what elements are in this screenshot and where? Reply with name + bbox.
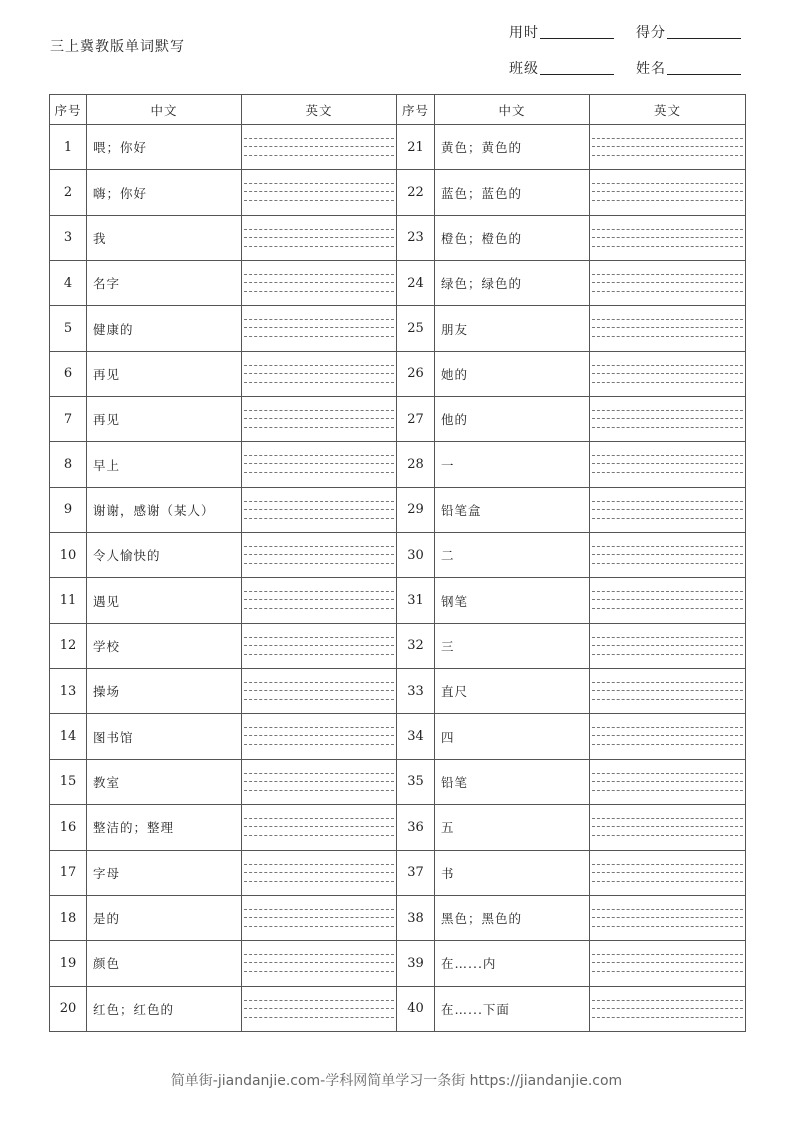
item-number-right: 30 — [397, 533, 435, 578]
writing-guide-line — [244, 455, 394, 456]
class-label: 班级 — [509, 61, 539, 77]
item-chinese-left: 整洁的；整理 — [87, 805, 242, 850]
writing-guide-line — [244, 509, 394, 510]
writing-guide-line — [244, 591, 394, 592]
item-number-right: 36 — [397, 805, 435, 850]
writing-guide-line — [592, 608, 743, 609]
answer-cell-left[interactable] — [242, 397, 397, 442]
writing-guide-line — [592, 971, 743, 972]
item-number-right: 34 — [397, 714, 435, 759]
answer-cell-left[interactable] — [242, 533, 397, 578]
time-blank[interactable] — [540, 37, 614, 39]
item-chinese-right: 直尺 — [435, 669, 590, 714]
item-number-right: 23 — [397, 215, 435, 260]
time-field — [509, 22, 614, 42]
class-field — [509, 58, 614, 78]
writing-guide-line — [592, 319, 743, 320]
item-number-right: 35 — [397, 759, 435, 804]
answer-cell-right[interactable] — [590, 714, 746, 759]
writing-guide-line — [592, 274, 743, 275]
answer-cell-left[interactable] — [242, 941, 397, 986]
table-row — [50, 850, 746, 895]
writing-guide-line — [592, 591, 743, 592]
writing-guide-line — [244, 501, 394, 502]
item-chinese-left: 遇见 — [87, 578, 242, 623]
writing-guide-line — [244, 229, 394, 230]
item-number-left: 15 — [50, 759, 87, 804]
item-number-left: 3 — [50, 215, 87, 260]
writing-guide-line — [592, 735, 743, 736]
writing-guide-line — [244, 373, 394, 374]
item-chinese-left: 颜色 — [87, 941, 242, 986]
answer-cell-right[interactable] — [590, 895, 746, 940]
writing-guide-line — [244, 554, 394, 555]
item-chinese-right: 他的 — [435, 397, 590, 442]
writing-guide-line — [592, 501, 743, 502]
writing-guide-line — [592, 744, 743, 745]
item-number-right: 29 — [397, 487, 435, 532]
item-number-right: 21 — [397, 125, 435, 170]
writing-guide-line — [592, 781, 743, 782]
item-number-left: 5 — [50, 306, 87, 351]
writing-guide-line — [592, 373, 743, 374]
item-number-left: 16 — [50, 805, 87, 850]
writing-guide-line — [244, 1017, 394, 1018]
writing-guide-line — [592, 518, 743, 519]
writing-guide-line — [244, 864, 394, 865]
item-number-right: 31 — [397, 578, 435, 623]
item-number-left: 9 — [50, 487, 87, 532]
answer-cell-left[interactable] — [242, 759, 397, 804]
writing-guide-line — [244, 826, 394, 827]
writing-guide-line — [244, 472, 394, 473]
writing-guide-line — [592, 183, 743, 184]
table-row — [50, 895, 746, 940]
item-chinese-right: 黑色；黑色的 — [435, 895, 590, 940]
writing-guide-line — [244, 1008, 394, 1009]
writing-guide-line — [244, 645, 394, 646]
writing-guide-line — [592, 291, 743, 292]
item-chinese-left: 喂；你好 — [87, 125, 242, 170]
answer-cell-left[interactable] — [242, 805, 397, 850]
header-num-right: 序号 — [397, 95, 435, 125]
writing-guide-line — [592, 463, 743, 464]
writing-guide-line — [244, 146, 394, 147]
writing-guide-line — [244, 138, 394, 139]
writing-guide-line — [244, 954, 394, 955]
answer-cell-left[interactable] — [242, 306, 397, 351]
writing-guide-line — [244, 237, 394, 238]
item-chinese-left: 名字 — [87, 261, 242, 306]
item-number-left: 19 — [50, 941, 87, 986]
table-row — [50, 125, 746, 170]
table-row — [50, 261, 746, 306]
item-chinese-left: 嗨；你好 — [87, 170, 242, 215]
writing-guide-line — [592, 472, 743, 473]
writing-guide-line — [244, 365, 394, 366]
answer-cell-right[interactable] — [590, 623, 746, 668]
answer-cell-left[interactable] — [242, 487, 397, 532]
writing-guide-line — [592, 864, 743, 865]
item-chinese-right: 五 — [435, 805, 590, 850]
answer-cell-right[interactable] — [590, 805, 746, 850]
writing-guide-line — [244, 818, 394, 819]
item-number-right: 27 — [397, 397, 435, 442]
score-label: 得分 — [636, 25, 666, 41]
writing-guide-line — [592, 229, 743, 230]
answer-cell-right[interactable] — [590, 397, 746, 442]
answer-cell-left[interactable] — [242, 850, 397, 895]
item-number-left: 6 — [50, 351, 87, 396]
writing-guide-line — [244, 962, 394, 963]
item-number-right: 37 — [397, 850, 435, 895]
writing-guide-line — [592, 818, 743, 819]
item-chinese-right: 铅笔 — [435, 759, 590, 804]
table-row — [50, 941, 746, 986]
item-number-right: 38 — [397, 895, 435, 940]
item-number-right: 28 — [397, 442, 435, 487]
writing-guide-line — [592, 138, 743, 139]
writing-guide-line — [244, 382, 394, 383]
table-row — [50, 986, 746, 1031]
item-chinese-left: 早上 — [87, 442, 242, 487]
table-row — [50, 215, 746, 260]
writing-guide-line — [592, 909, 743, 910]
table-row — [50, 714, 746, 759]
item-number-left: 7 — [50, 397, 87, 442]
writing-guide-line — [244, 926, 394, 927]
table-row — [50, 442, 746, 487]
answer-cell-right[interactable] — [590, 850, 746, 895]
writing-guide-line — [244, 336, 394, 337]
writing-guide-line — [592, 418, 743, 419]
writing-guide-line — [592, 455, 743, 456]
writing-guide-line — [244, 727, 394, 728]
name-field — [636, 58, 741, 78]
writing-guide-line — [592, 282, 743, 283]
writing-guide-line — [244, 699, 394, 700]
writing-guide-line — [244, 274, 394, 275]
writing-guide-line — [244, 155, 394, 156]
answer-cell-left[interactable] — [242, 623, 397, 668]
item-chinese-right: 在…...下面 — [435, 986, 590, 1031]
item-chinese-right: 书 — [435, 850, 590, 895]
header-num-left: 序号 — [50, 95, 87, 125]
writing-guide-line — [592, 237, 743, 238]
answer-cell-left[interactable] — [242, 351, 397, 396]
name-blank[interactable] — [667, 73, 741, 75]
writing-guide-line — [244, 319, 394, 320]
writing-guide-line — [592, 410, 743, 411]
writing-guide-line — [244, 282, 394, 283]
answer-cell-right[interactable] — [590, 669, 746, 714]
writing-guide-line — [592, 336, 743, 337]
item-chinese-left: 再见 — [87, 397, 242, 442]
item-chinese-left: 谢谢，感谢（某人） — [87, 487, 242, 532]
writing-guide-line — [592, 155, 743, 156]
page-title: 三上冀教版单词默写 — [50, 39, 185, 55]
item-chinese-left: 令人愉快的 — [87, 533, 242, 578]
item-chinese-left: 图书馆 — [87, 714, 242, 759]
writing-guide-line — [244, 563, 394, 564]
writing-guide-line — [244, 881, 394, 882]
answer-cell-right[interactable] — [590, 759, 746, 804]
answer-cell-left[interactable] — [242, 215, 397, 260]
answer-cell-right[interactable] — [590, 533, 746, 578]
answer-cell-right[interactable] — [590, 487, 746, 532]
item-number-left: 10 — [50, 533, 87, 578]
writing-guide-line — [592, 1000, 743, 1001]
footer-watermark: 简单街-jiandanjie.com-学科网简单学习一条街 https://jiandanjie.com — [170, 1073, 623, 1089]
item-chinese-left: 教室 — [87, 759, 242, 804]
writing-guide-line — [592, 645, 743, 646]
table-row — [50, 397, 746, 442]
writing-guide-line — [244, 463, 394, 464]
item-chinese-left: 学校 — [87, 623, 242, 668]
writing-guide-line — [592, 872, 743, 873]
item-chinese-left: 字母 — [87, 850, 242, 895]
writing-guide-line — [244, 682, 394, 683]
item-number-right: 22 — [397, 170, 435, 215]
writing-guide-line — [592, 246, 743, 247]
writing-guide-line — [592, 773, 743, 774]
item-number-right: 32 — [397, 623, 435, 668]
writing-guide-line — [592, 826, 743, 827]
item-chinese-left: 我 — [87, 215, 242, 260]
answer-cell-right[interactable] — [590, 442, 746, 487]
writing-guide-line — [592, 917, 743, 918]
writing-guide-line — [244, 418, 394, 419]
writing-guide-line — [592, 563, 743, 564]
writing-guide-line — [592, 881, 743, 882]
writing-guide-line — [244, 637, 394, 638]
writing-guide-line — [592, 599, 743, 600]
answer-cell-left[interactable] — [242, 125, 397, 170]
header-en-left: 英文 — [242, 95, 397, 125]
item-number-left: 1 — [50, 125, 87, 170]
writing-guide-line — [244, 735, 394, 736]
vocab-table — [49, 94, 746, 1032]
writing-guide-line — [244, 246, 394, 247]
writing-guide-line — [244, 546, 394, 547]
writing-guide-line — [592, 146, 743, 147]
item-chinese-left: 再见 — [87, 351, 242, 396]
writing-guide-line — [592, 699, 743, 700]
writing-guide-line — [592, 727, 743, 728]
item-number-left: 17 — [50, 850, 87, 895]
writing-guide-line — [592, 1008, 743, 1009]
writing-guide-line — [592, 654, 743, 655]
writing-guide-line — [244, 790, 394, 791]
item-number-right: 40 — [397, 986, 435, 1031]
name-label: 姓名 — [636, 61, 666, 77]
item-number-left: 11 — [50, 578, 87, 623]
header-en-right: 英文 — [590, 95, 746, 125]
writing-guide-line — [592, 835, 743, 836]
item-chinese-left: 红色；红色的 — [87, 986, 242, 1031]
writing-guide-line — [244, 291, 394, 292]
writing-guide-line — [244, 1000, 394, 1001]
writing-guide-line — [244, 599, 394, 600]
item-chinese-right: 一 — [435, 442, 590, 487]
writing-guide-line — [244, 327, 394, 328]
answer-cell-right[interactable] — [590, 261, 746, 306]
item-chinese-left: 是的 — [87, 895, 242, 940]
table-row — [50, 487, 746, 532]
answer-cell-left[interactable] — [242, 578, 397, 623]
writing-guide-line — [244, 183, 394, 184]
table-row — [50, 578, 746, 623]
answer-cell-right[interactable] — [590, 578, 746, 623]
item-number-left: 18 — [50, 895, 87, 940]
item-chinese-right: 钢笔 — [435, 578, 590, 623]
writing-guide-line — [244, 200, 394, 201]
writing-guide-line — [244, 773, 394, 774]
item-chinese-right: 四 — [435, 714, 590, 759]
writing-guide-line — [244, 608, 394, 609]
writing-guide-line — [244, 971, 394, 972]
answer-cell-right[interactable] — [590, 351, 746, 396]
writing-guide-line — [592, 637, 743, 638]
writing-guide-line — [244, 654, 394, 655]
answer-cell-right[interactable] — [590, 941, 746, 986]
item-number-right: 25 — [397, 306, 435, 351]
answer-cell-right[interactable] — [590, 306, 746, 351]
item-chinese-right: 铅笔盒 — [435, 487, 590, 532]
writing-guide-line — [244, 872, 394, 873]
table-row — [50, 805, 746, 850]
writing-guide-line — [244, 410, 394, 411]
writing-guide-line — [592, 546, 743, 547]
score-field — [636, 22, 741, 42]
writing-guide-line — [592, 327, 743, 328]
item-chinese-left: 健康的 — [87, 306, 242, 351]
header-cn-left: 中文 — [87, 95, 242, 125]
item-number-left: 13 — [50, 669, 87, 714]
item-number-right: 26 — [397, 351, 435, 396]
writing-guide-line — [592, 682, 743, 683]
answer-cell-left[interactable] — [242, 442, 397, 487]
answer-cell-right[interactable] — [590, 986, 746, 1031]
table-header-row — [50, 95, 746, 125]
writing-guide-line — [244, 835, 394, 836]
writing-guide-line — [592, 365, 743, 366]
item-chinese-right: 绿色；绿色的 — [435, 261, 590, 306]
writing-guide-line — [592, 1017, 743, 1018]
answer-cell-left[interactable] — [242, 714, 397, 759]
answer-cell-left[interactable] — [242, 261, 397, 306]
item-chinese-right: 她的 — [435, 351, 590, 396]
writing-guide-line — [592, 427, 743, 428]
item-chinese-right: 二 — [435, 533, 590, 578]
item-chinese-right: 蓝色；蓝色的 — [435, 170, 590, 215]
table-row — [50, 306, 746, 351]
answer-cell-right[interactable] — [590, 170, 746, 215]
writing-guide-line — [592, 191, 743, 192]
item-chinese-right: 三 — [435, 623, 590, 668]
writing-guide-line — [592, 200, 743, 201]
writing-guide-line — [244, 427, 394, 428]
answer-cell-left[interactable] — [242, 986, 397, 1031]
table-row — [50, 351, 746, 396]
item-chinese-right: 橙色；橙色的 — [435, 215, 590, 260]
item-number-left: 12 — [50, 623, 87, 668]
item-chinese-right: 黄色；黄色的 — [435, 125, 590, 170]
table-row — [50, 759, 746, 804]
answer-cell-left[interactable] — [242, 895, 397, 940]
answer-cell-left[interactable] — [242, 170, 397, 215]
table-row — [50, 623, 746, 668]
writing-guide-line — [592, 954, 743, 955]
item-number-right: 33 — [397, 669, 435, 714]
writing-guide-line — [592, 690, 743, 691]
writing-guide-line — [244, 518, 394, 519]
answer-cell-right[interactable] — [590, 125, 746, 170]
score-blank[interactable] — [667, 37, 741, 39]
item-number-right: 39 — [397, 941, 435, 986]
class-blank[interactable] — [540, 73, 614, 75]
item-number-left: 4 — [50, 261, 87, 306]
writing-guide-line — [592, 926, 743, 927]
item-number-left: 8 — [50, 442, 87, 487]
time-label: 用时 — [509, 25, 539, 41]
item-number-left: 14 — [50, 714, 87, 759]
writing-guide-line — [592, 509, 743, 510]
writing-guide-line — [592, 790, 743, 791]
writing-guide-line — [592, 554, 743, 555]
item-chinese-left: 操场 — [87, 669, 242, 714]
writing-guide-line — [592, 382, 743, 383]
table-row — [50, 669, 746, 714]
table-row — [50, 170, 746, 215]
header-cn-right: 中文 — [435, 95, 590, 125]
table-row — [50, 533, 746, 578]
writing-guide-line — [244, 909, 394, 910]
writing-guide-line — [592, 962, 743, 963]
item-number-left: 2 — [50, 170, 87, 215]
item-number-right: 24 — [397, 261, 435, 306]
writing-guide-line — [244, 690, 394, 691]
item-chinese-right: 在…...内 — [435, 941, 590, 986]
item-chinese-right: 朋友 — [435, 306, 590, 351]
answer-cell-right[interactable] — [590, 215, 746, 260]
writing-guide-line — [244, 191, 394, 192]
writing-guide-line — [244, 781, 394, 782]
writing-guide-line — [244, 744, 394, 745]
answer-cell-left[interactable] — [242, 669, 397, 714]
writing-guide-line — [244, 917, 394, 918]
item-number-left: 20 — [50, 986, 87, 1031]
